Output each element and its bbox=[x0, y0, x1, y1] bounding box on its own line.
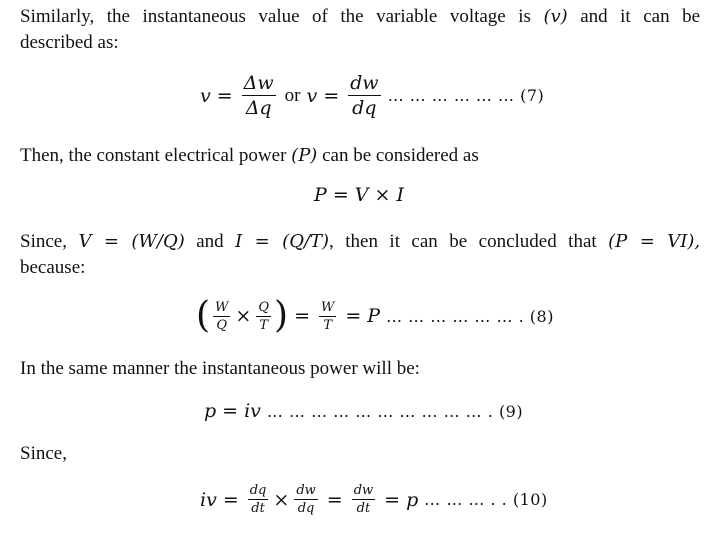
eq10-fraction-dqdt bbox=[248, 483, 269, 516]
eq8-times: × bbox=[235, 305, 252, 327]
eq8-num2: Q bbox=[258, 299, 270, 315]
eq8-right-paren: ) bbox=[274, 295, 289, 336]
eq8-den2: T bbox=[259, 317, 269, 333]
eq8-equals-2: = bbox=[345, 305, 362, 327]
eq10-den3: dt bbox=[356, 501, 371, 516]
paragraph-instantaneous bbox=[20, 356, 700, 382]
eq9-rhs: iv bbox=[244, 400, 261, 422]
since-2-text: Since, bbox=[20, 443, 67, 464]
eq8-dots-number: … … … … … … . (8) bbox=[386, 306, 554, 326]
equation-10 bbox=[200, 483, 548, 516]
since-text-and: and bbox=[196, 231, 224, 252]
eq7-fraction-derivative bbox=[348, 72, 380, 119]
power-text-2: can be considered as bbox=[322, 145, 479, 166]
intro-text-2: and it can be bbox=[580, 6, 701, 27]
eq10-equals: = bbox=[222, 488, 239, 511]
intro-line-1 bbox=[20, 4, 700, 30]
eq8-num3: W bbox=[320, 299, 335, 315]
eq7-lhs2: v bbox=[306, 84, 318, 107]
intro-text-1: Similarly, the instantaneous value of the variable voltage is bbox=[20, 6, 531, 27]
eq10-num1: dq bbox=[249, 483, 267, 498]
paragraph-since-1 bbox=[20, 229, 700, 281]
equation-7 bbox=[200, 72, 544, 119]
eq8-den3: T bbox=[323, 317, 332, 333]
power-text-1: Then, the constant electrical power bbox=[20, 145, 287, 166]
since-math-v: V = (W/Q) bbox=[78, 231, 185, 252]
eq7-equals-2: = bbox=[323, 84, 340, 107]
eq9-dots-number: … … … … … … … … … … . (9) bbox=[266, 401, 524, 421]
eq10-times: × bbox=[273, 488, 290, 511]
eq7-den2: dq bbox=[352, 97, 377, 119]
eq10-lhs: iv bbox=[200, 488, 217, 511]
eq7-den1: Δq bbox=[245, 97, 272, 119]
eq7-num2: dw bbox=[350, 72, 379, 94]
eq10-equals-3: = bbox=[384, 488, 401, 511]
eq-pvi-text: P = V × I bbox=[314, 184, 405, 206]
intro-math-v: (v) bbox=[543, 6, 568, 27]
eq7-equals: = bbox=[216, 84, 233, 107]
equation-8 bbox=[196, 295, 554, 336]
eq7-fraction-delta bbox=[242, 72, 276, 119]
eq8-fraction-wq bbox=[213, 300, 230, 333]
intro-line-2: described as: bbox=[20, 32, 119, 53]
eq10-rhs: p bbox=[406, 488, 419, 511]
eq7-dots-number: … … … … … … (7) bbox=[387, 86, 545, 105]
eq8-rhs: P bbox=[367, 305, 381, 327]
since-text-mid: , then it can be concluded that bbox=[329, 231, 597, 252]
eq10-dots-number: … … … . . (10) bbox=[424, 490, 548, 509]
eq10-den1: dt bbox=[251, 501, 265, 516]
eq8-fraction-wt bbox=[319, 300, 336, 333]
eq10-num3: dw bbox=[353, 483, 374, 498]
eq7-lhs: v bbox=[200, 84, 211, 107]
eq10-fraction-dwdq bbox=[294, 483, 317, 516]
eq8-equals: = bbox=[294, 305, 310, 327]
eq8-den1: Q bbox=[216, 317, 228, 333]
paragraph-since-2 bbox=[20, 441, 700, 467]
paragraph-intro bbox=[20, 4, 700, 56]
eq10-equals-2: = bbox=[326, 488, 343, 511]
eq10-fraction-dwdt bbox=[352, 483, 375, 516]
equation-p-vi bbox=[314, 184, 404, 206]
since-text-1: Since, bbox=[20, 231, 67, 252]
eq10-den2: dq bbox=[297, 501, 315, 516]
since-math-p: (P = VI), bbox=[608, 231, 701, 252]
eq8-left-paren: ( bbox=[196, 295, 211, 336]
since-math-i: I = (Q/T) bbox=[235, 231, 330, 252]
eq8-fraction-qt bbox=[256, 300, 271, 333]
eq7-num1: Δw bbox=[243, 72, 274, 94]
paragraph-power bbox=[20, 143, 700, 169]
eq9-lhs: p bbox=[204, 400, 217, 422]
power-math-p: (P) bbox=[291, 145, 318, 166]
instantaneous-text: In the same manner the instantaneous power will be: bbox=[20, 358, 420, 379]
eq9-equals: = bbox=[222, 400, 239, 422]
since-line-1 bbox=[20, 229, 700, 255]
eq10-num2: dw bbox=[296, 483, 316, 498]
eq7-or: or bbox=[284, 84, 301, 106]
eq8-num1: W bbox=[215, 299, 229, 315]
equation-9 bbox=[204, 400, 523, 422]
since-line-2: because: bbox=[20, 257, 86, 278]
